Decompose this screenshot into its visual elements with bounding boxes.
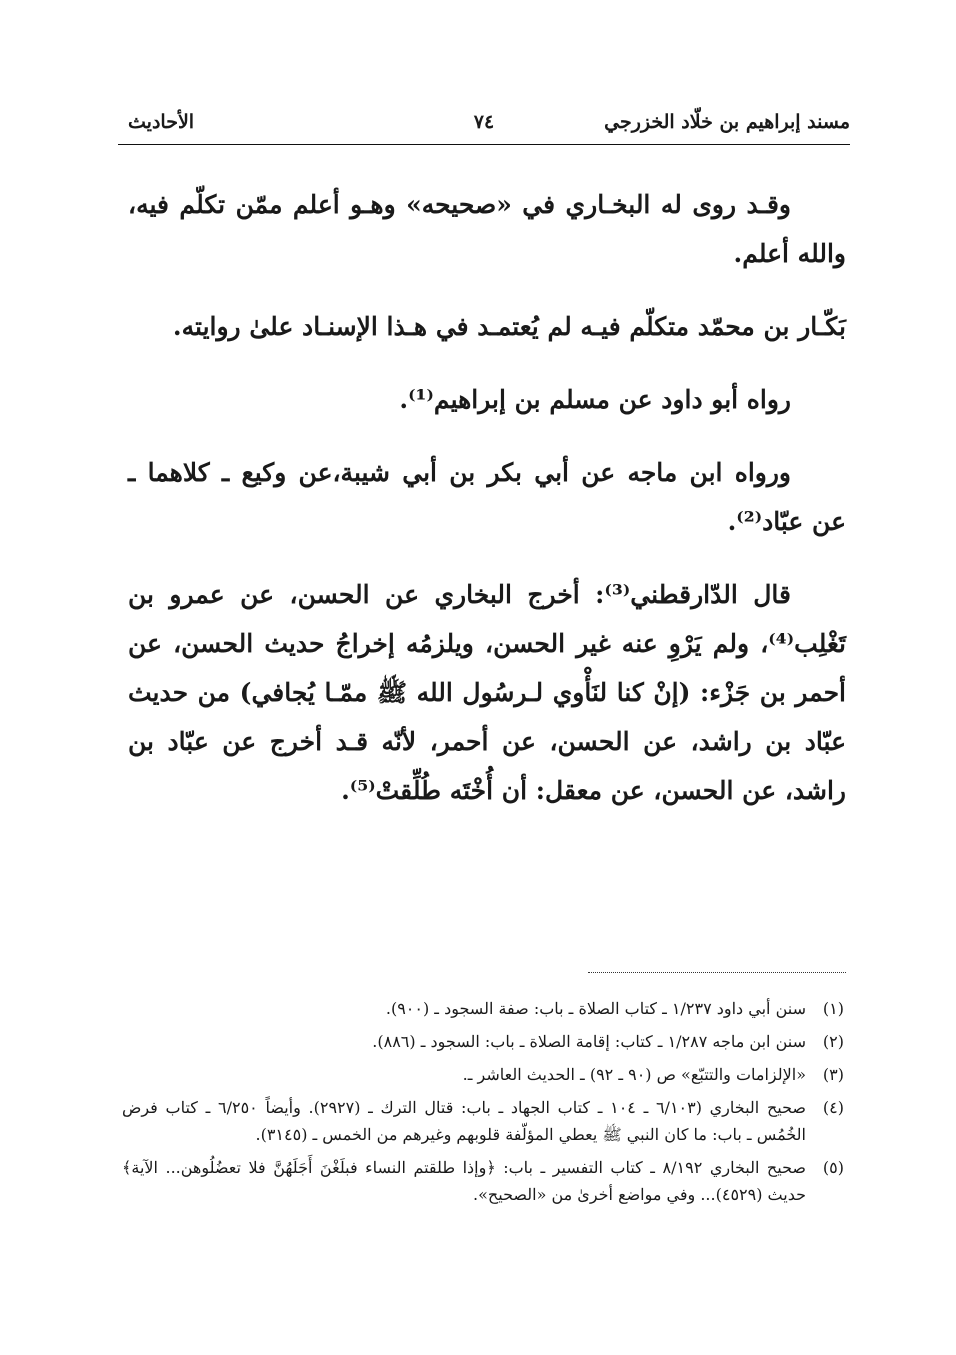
footnote [122,1028,844,1055]
footnote-number: (١) [822,999,844,1018]
header-rule [118,144,850,145]
footnote-text: سنن ابن ماجه ١/٢٨٧ ـ كتاب: إقامة الصلاة ـ باب: السجود ـ (٨٨٦). [372,1032,806,1051]
footnote [122,1061,844,1088]
footnote-number: (٥) [822,1158,844,1177]
footnote [122,1154,844,1208]
footnote-number: (٢) [822,1032,844,1051]
footnote-number: (٣) [822,1065,844,1084]
page-header [118,111,850,141]
footnote-text: سنن أبي داود ١/٢٣٧ ـ كتاب الصلاة ـ باب: صفة السجود ـ (٩٠٠). [385,999,806,1018]
section-title: الأحاديث [128,111,195,133]
footnote-separator [588,972,846,973]
paragraph: وقـد روى له البخـاري في «صحيحه» وهـو أعلم ممّن تكلّم فيه، والله أعلم. [128,190,846,268]
footnote-number: (٤) [822,1098,844,1117]
paragraph: رواه أبو داود عن مسلم بن إبراهيم⁽¹⁾. [399,385,791,414]
footnote [122,995,844,1022]
paragraph: ورواه ابن ماجه عن أبي بكر بن أبي شيبة،عن وكيع ـ كلاهما ـ عن عبّاد⁽²⁾. [128,458,846,536]
footnotes [122,995,844,1214]
footnote-text: «الإلزامات والتتبّع» ص (٩٠ ـ ٩٢) ـ الحديث العاشر ـ. [462,1065,806,1084]
paragraph: قال الدّارقطني⁽³⁾: أخرج البخاري عن الحسن، عن عمرو بن تَغْلِب⁽⁴⁾، ولم يَرْوِ عنه غير الحسن، ويلزمُه إخراجُ حديث الحسن، عن أحمر بن جَزْء: (إنْ كنا لنَأْوي لـرسُول الله ﷺ ممّـا يُجافي) من حديث عبّاد بن راشد، عن الحسن، عن أحمر، لأنّه قـد أخرج عن عبّاد بن راشد، عن الحسن، عن معقل: أن أُخْتَه طُلِّقتْ⁽⁵⁾. [128,580,846,805]
paragraph: بَكّـار بن محمّد متكلّم فيـه لم يُعتمـد في هـذا الإسنـاد علىٰ روايته. [172,312,846,341]
page-number: ٧٤ [473,111,495,133]
main-text [128,180,846,839]
footnote-text: صحيح البخاري (٦/١٠٣ ـ ١٠٤ ـ كتاب الجهاد ـ باب: قتال الترك ـ (٢٩٢٧). وأيضاً ٦/٢٥٠ ـ كتاب فرض الخُمُس ـ باب: ما كان النبي ﷺ يعطي المؤلّفة قلوبهم وغيرهم من الخمس ـ (٣١٤٥). [122,1098,807,1144]
book-title: مسند إبراهيم بن خلّاد الخزرجي [604,111,850,133]
footnote-text: صحيح البخاري ٨/١٩٢ ـ كتاب التفسير ـ باب: ﴿وإذا طلقتم النساء فبلَغْنَ أَجَلَهُنَّ فلا تعضُلُوهن... الآية﴾ حديث (٤٥٢٩)... وفي مواضع أخرىٰ من «الصحيح». [122,1158,807,1204]
footnote [122,1094,844,1148]
